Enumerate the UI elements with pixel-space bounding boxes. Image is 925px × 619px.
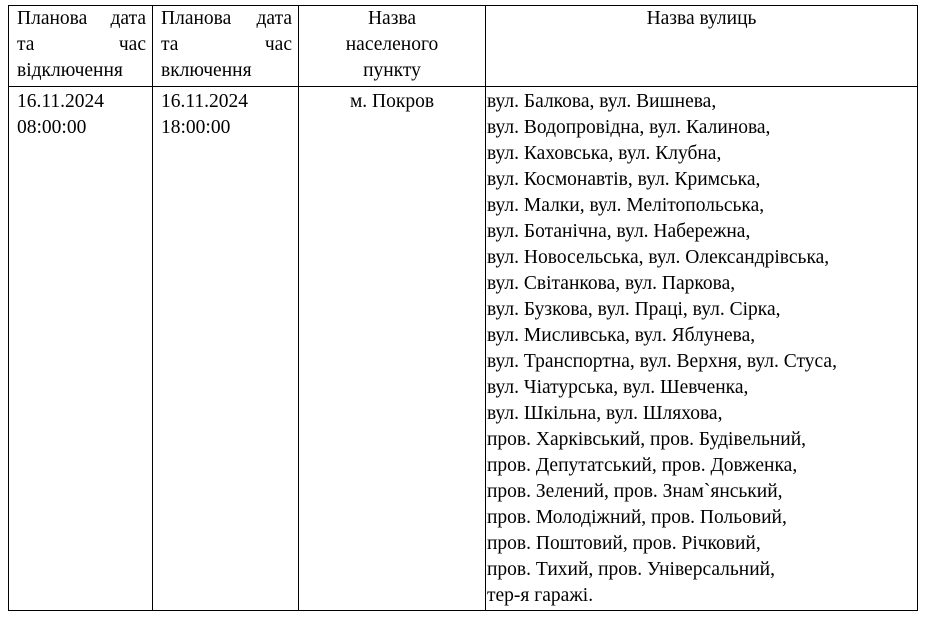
header-locality-text: Назва населеного пункту (345, 8, 439, 81)
cell-planned-on (153, 87, 299, 611)
header-planned-off: Планова дата та час відключення (9, 6, 153, 87)
locality-name: м. Покров (349, 91, 435, 112)
off-time: 08:00:00 (17, 117, 87, 138)
street-line: пров. Молодіжний, пров. Польовий, (487, 507, 787, 528)
street-line: тер-я гаражі. (487, 585, 594, 606)
table-header-row (9, 6, 918, 87)
street-line: вул. Малки, вул. Мелітопольська, (487, 195, 765, 216)
street-line: пров. Зелений, пров. Знам`янський, (487, 481, 783, 502)
street-line: вул. Чіатурська, вул. Шевченка, (487, 377, 749, 398)
street-line: пров. Поштовий, пров. Річковий, (487, 533, 761, 554)
street-line: вул. Балкова, вул. Вишнева, (487, 91, 717, 112)
street-line: пров. Депутатський, пров. Довженка, (487, 455, 798, 476)
street-line: пров. Харківський, пров. Будівельний, (487, 429, 807, 450)
header-streets: Назва вулиць (486, 6, 918, 87)
off-date: 16.11.2024 (17, 91, 105, 112)
street-line: вул. Космонавтів, вул. Кримська, (487, 169, 761, 190)
header-planned-on: Планова дата та час включення (153, 6, 299, 87)
street-line: вул. Бузкова, вул. Праці, вул. Сірка, (487, 299, 781, 320)
street-line: вул. Шкільна, вул. Шляхова, (487, 403, 723, 424)
outage-schedule-table (8, 5, 918, 611)
street-line: пров. Тихий, пров. Універсальний, (487, 559, 775, 580)
street-line: вул. Ботанічна, вул. Набережна, (487, 221, 751, 242)
street-line: вул. Новосельська, вул. Олександрівська, (487, 247, 830, 268)
on-time: 18:00:00 (161, 117, 231, 138)
header-locality (299, 6, 486, 87)
on-date: 16.11.2024 (161, 91, 249, 112)
street-line: вул. Каховська, вул. Клубна, (487, 143, 722, 164)
table-row (9, 87, 918, 611)
cell-planned-off (9, 87, 153, 611)
cell-streets (486, 87, 918, 611)
street-line: вул. Світанкова, вул. Паркова, (487, 273, 736, 294)
cell-locality (299, 87, 486, 611)
street-line: вул. Водопровідна, вул. Калинова, (487, 117, 771, 138)
street-line: вул. Транспортна, вул. Верхня, вул. Стуса, (487, 351, 837, 372)
street-line: вул. Мисливська, вул. Яблунева, (487, 325, 756, 346)
